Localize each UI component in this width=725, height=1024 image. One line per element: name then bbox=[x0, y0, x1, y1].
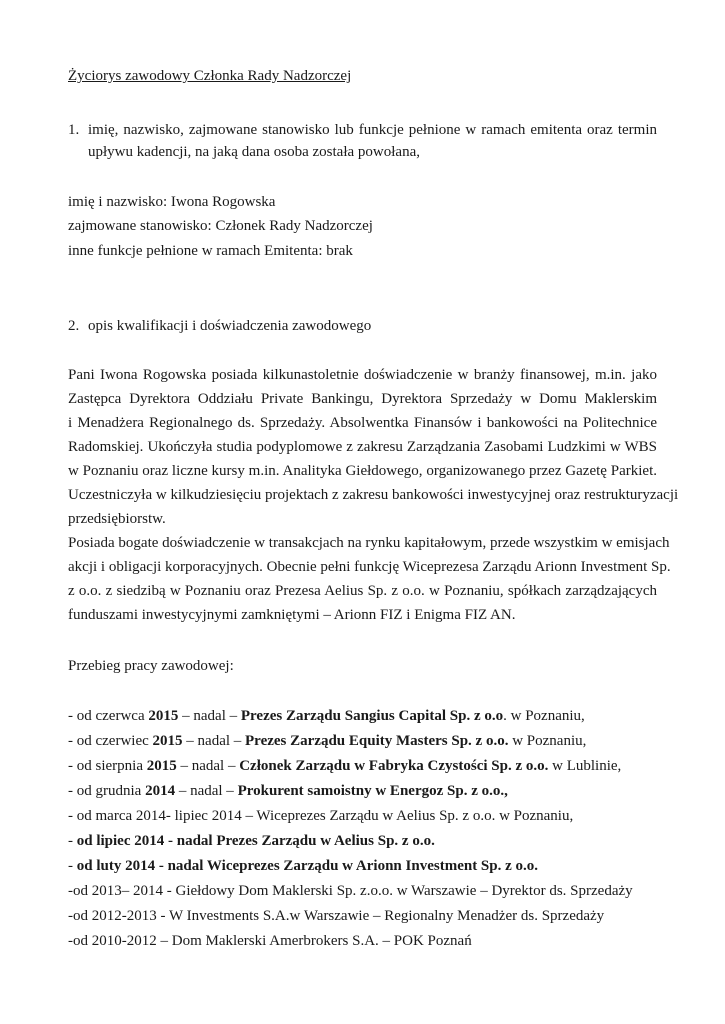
person-other-functions: inne funkcje pełnione w ramach Emitenta: brak bbox=[68, 243, 353, 259]
section-2-heading: opis kwalifikacji i doświadczenia zawodowego bbox=[88, 318, 372, 334]
career-entry-year: 2015 bbox=[152, 733, 183, 749]
description-line: Posiada bogate doświadczenie w transakcjach na rynku kapitałowym, przede wszystkim w emisjach bbox=[68, 535, 670, 551]
description-line: Zastępca Dyrektora Oddziału Private Bankingu, Dyrektora Sprzedaży w Domu Maklerskim bbox=[68, 391, 657, 407]
description-line: akcji i obligacji korporacyjnych. Obecnie pełni funkcję Wiceprezesa Zarządu Arionn Investment Sp. bbox=[68, 559, 671, 575]
career-entry bbox=[68, 806, 573, 826]
career-entry bbox=[68, 781, 508, 801]
description-line: Radomskiej. Ukończyła studia podyplomowe z zakresu Zarządzania Zasobami Ludzkimi w WBS bbox=[68, 439, 657, 455]
career-entry bbox=[68, 831, 435, 851]
career-entry bbox=[68, 756, 621, 776]
career-entry-role: Prezes Zarządu Equity Masters Sp. z o.o. bbox=[245, 733, 509, 749]
career-entry bbox=[68, 931, 472, 951]
career-entry-text: -od 2010-2012 – Dom Maklerski Amerbrokers S.A. – POK Poznań bbox=[68, 933, 472, 949]
career-entry-dash: – nadal – bbox=[178, 708, 241, 724]
career-entry-prefix: - bbox=[68, 858, 77, 874]
career-entry-text: -od 2013– 2014 - Giełdowy Dom Maklerski Sp. z.o.o. w Warszawie – Dyrektor ds. Sprzedaży bbox=[68, 883, 633, 899]
career-heading: Przebieg pracy zawodowej: bbox=[68, 658, 234, 674]
career-entry-year: 2014 bbox=[145, 783, 176, 799]
career-entry-suffix: w Lublinie, bbox=[548, 758, 622, 774]
career-entry-role: Prezes Zarządu Sangius Capital Sp. z o.o bbox=[240, 708, 504, 724]
career-entry-dash: – nadal – bbox=[175, 783, 238, 799]
career-entry bbox=[68, 856, 538, 876]
career-entry bbox=[68, 881, 633, 901]
career-entry-suffix: w Poznaniu, bbox=[508, 733, 587, 749]
person-position: zajmowane stanowisko: Członek Rady Nadzorczej bbox=[68, 218, 373, 234]
career-entry-suffix: . w Poznaniu, bbox=[503, 708, 585, 724]
career-entry-dash: – nadal – bbox=[182, 733, 246, 749]
description-line: w Poznaniu oraz liczne kursy m.in. Analityka Giełdowego, organizowanego przez Gazetę Parkiet. bbox=[68, 463, 657, 479]
career-entry-text: - od marca 2014- lipiec 2014 – Wiceprezes Zarządu w Aelius Sp. z o.o. w Poznaniu, bbox=[68, 808, 574, 824]
section-1-line-2: upływu kadencji, na jaką dana osoba została powołana, bbox=[88, 144, 420, 160]
career-entry-prefix: - bbox=[68, 833, 77, 849]
person-name: imię i nazwisko: Iwona Rogowska bbox=[68, 194, 276, 210]
section-1-line-1: imię, nazwisko, zajmowane stanowisko lub funkcje pełnione w ramach emitenta oraz termin bbox=[88, 122, 657, 138]
description-line: funduszami inwestycyjnymi zamkniętymi – Arionn FIZ i Enigma FIZ AN. bbox=[68, 607, 516, 623]
career-entry-text: -od 2012-2013 - W Investments S.A.w Warszawie – Regionalny Menadżer ds. Sprzedaży bbox=[68, 908, 605, 924]
career-entry-dash: – nadal – bbox=[176, 758, 240, 774]
career-entry-prefix: - od czerwiec bbox=[68, 733, 153, 749]
career-entry bbox=[68, 731, 586, 751]
career-entry-prefix: - od sierpnia bbox=[68, 758, 147, 774]
career-entry-prefix: - od grudnia bbox=[68, 783, 146, 799]
career-entry-prefix: - od czerwca bbox=[68, 708, 149, 724]
career-entry bbox=[68, 906, 604, 926]
career-entry bbox=[68, 706, 585, 726]
career-entry-year: 2015 bbox=[148, 708, 179, 724]
career-entry-role: od lipiec 2014 - nadal Prezes Zarządu w Aelius Sp. z o.o. bbox=[76, 833, 435, 849]
document-title: Życiorys zawodowy Członka Rady Nadzorczej bbox=[68, 68, 352, 84]
career-entry-role: Prokurent samoistny w Energoz Sp. z o.o., bbox=[237, 783, 508, 799]
description-line: i Menadżera Regionalnego ds. Sprzedaży. Absolwentka Finansów i bankowości na Politechnice bbox=[68, 415, 657, 431]
description-line: Pani Iwona Rogowska posiada kilkunastoletnie doświadczenie w branży finansowej, m.in. jako bbox=[68, 367, 657, 383]
career-entry-year: 2015 bbox=[146, 758, 177, 774]
description-line: Uczestniczyła w kilkudziesięciu projektach z zakresu bankowości inwestycyjnej oraz restrukturyzacji bbox=[68, 487, 679, 503]
career-entry-role: od luty 2014 - nadal Wiceprezes Zarządu w Arionn Investment Sp. z o.o. bbox=[76, 858, 539, 874]
description-line: z o.o. z siedzibą w Poznaniu oraz Prezesa Aelius Sp. z o.o. w Poznaniu, spółkach zarządzających bbox=[68, 583, 657, 599]
section-1-number: 1. bbox=[68, 122, 80, 138]
career-entry-role: Członek Zarządu w Fabryka Czystości Sp. z o.o. bbox=[239, 758, 549, 774]
description-line: przedsiębiorstw. bbox=[68, 511, 166, 527]
section-2-number: 2. bbox=[68, 318, 80, 334]
